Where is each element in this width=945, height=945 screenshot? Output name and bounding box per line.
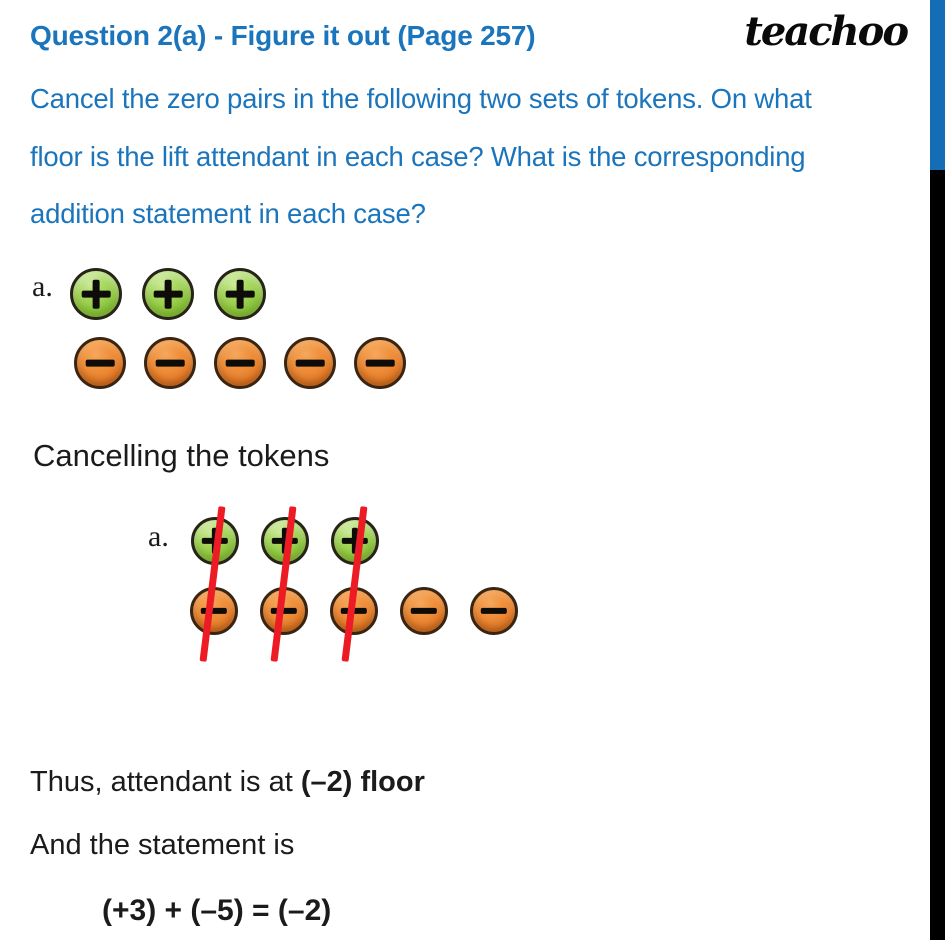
- minus-token: [214, 337, 266, 389]
- conclusion-floor-line: [30, 766, 425, 799]
- minus-token: [354, 337, 406, 389]
- minus-token: [400, 587, 448, 635]
- conclusion-floor-prefix: Thus, attendant is at: [30, 766, 301, 798]
- figure-cancelled-label: a.: [148, 520, 169, 553]
- question-line-1: Cancel the zero pairs in the following two sets of tokens. On what: [30, 83, 812, 114]
- question-line-3: addition statement in each case?: [30, 198, 426, 229]
- plus-token: [214, 268, 266, 320]
- conclusion-floor-value: (–2) floor: [300, 766, 425, 798]
- right-accent-bar-blue: [930, 0, 945, 170]
- plus-token: [70, 268, 122, 320]
- minus-token: [74, 337, 126, 389]
- question-text: [30, 70, 910, 243]
- question-line-2: floor is the lift attendant in each case? What is the corresponding: [30, 140, 806, 172]
- page-title: Question 2(a) - Figure it out (Page 257): [30, 20, 536, 51]
- plus-token: [142, 268, 194, 320]
- right-accent-bar-black: [930, 170, 945, 940]
- minus-token: [470, 587, 518, 635]
- working-heading: Cancelling the tokens: [33, 438, 330, 473]
- minus-token: [284, 337, 336, 389]
- addition-equation: (+3) + (–5) = (–2): [102, 894, 332, 927]
- teachoo-logo: teachoo: [744, 8, 907, 55]
- figure-initial-label: a.: [32, 270, 53, 303]
- conclusion-statement-line: And the statement is: [30, 829, 295, 861]
- minus-token: [144, 337, 196, 389]
